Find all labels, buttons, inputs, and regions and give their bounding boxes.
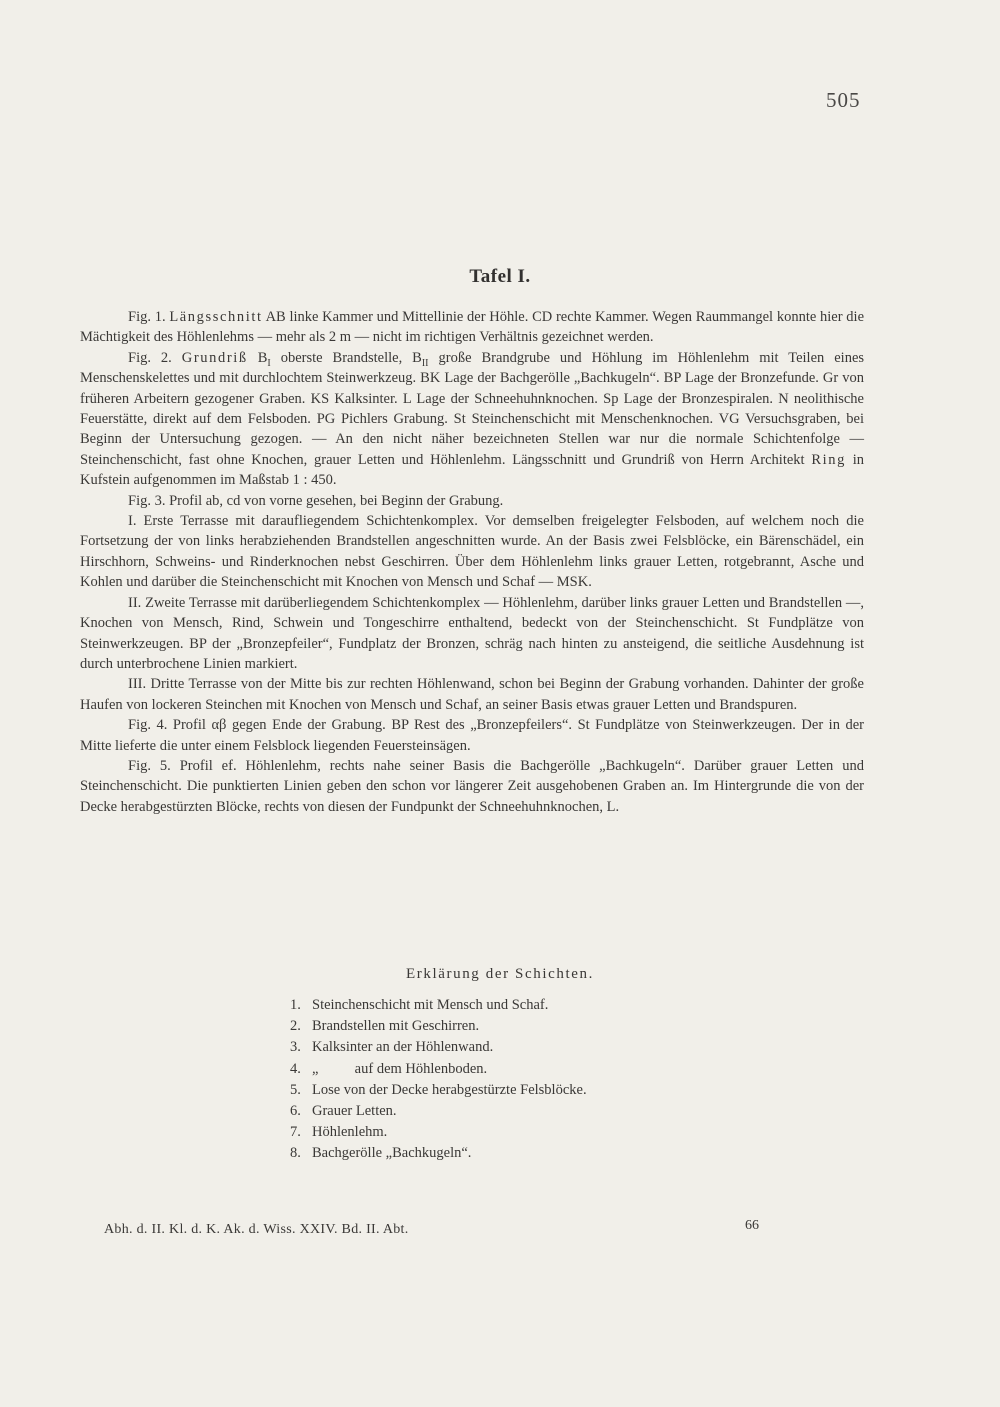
legend-text: Höhlenlehm. <box>312 1124 388 1141</box>
fig2-architect-name: Ring <box>811 451 846 468</box>
legend-text: Brandstellen mit Geschirren. <box>312 1018 480 1035</box>
fig2-spaced-term: Grundriß <box>181 349 248 366</box>
legend-text: Kalksinter an der Höhlenwand. <box>312 1039 494 1056</box>
fig1-label: Fig. 1. <box>128 309 166 325</box>
fig1-spaced-term: Längsschnitt <box>169 309 263 325</box>
terrace-3-paragraph: III. Dritte Terrasse von der Mitte bis zur rechten Höhlenwand, schon bei Beginn der Grabung vorhanden. Dahinter der große Haufen von lockeren Steinchen mit Knochen von Mensch und Schaf, an seiner Basis etwas grauer Letten und Brandspuren. <box>80 676 864 713</box>
terrace-1-paragraph: I. Erste Terrasse mit daraufliegendem Schichtenkomplex. Vor demselben freigelegter Felsboden, auf welchem noch die Fortsetzung der von links herabziehenden Brandstellen angeschnitten wurde. An der Basis zwei Felsblöcke, ein Bärenschädel, ein Hirschhorn, Schweins- und Rinderknochen nebst Geschirren. Über dem Höhlenlehm links grauer Letten, rotgebrannt, Asche und Kohlen und darüber die Steinchenschicht mit Knochen von Mensch und Schaf — MSK. <box>80 513 864 591</box>
legend-number: 4. <box>290 1060 301 1077</box>
fig2-text3: in Kufstein aufgenommen im Maßstab 1 : 450. <box>80 451 864 489</box>
legend-item <box>290 1101 587 1122</box>
fig2-b1: B <box>257 349 268 366</box>
plate-title: Tafel I. <box>469 266 531 287</box>
legend-item <box>290 1016 587 1037</box>
fig1-text: AB linke Kammer und Mittellinie der Höhle. CD rechte Kammer. Wegen Raummangel konnte hier die Mächtigkeit des Höhlenlehms — mehr als 2 m — nicht im richtigen Verhältnis gezeichnet werden. <box>80 309 865 346</box>
sheet-number: 66 <box>745 1218 759 1233</box>
legend-item <box>290 1059 587 1080</box>
fig1-paragraph <box>80 307 864 348</box>
legend-text: Steinchenschicht mit Mensch und Schaf. <box>312 997 549 1013</box>
page-number: 505 <box>826 88 861 112</box>
fig2-label: Fig. 2. <box>128 349 172 366</box>
legend-text: Grauer Letten. <box>312 1103 397 1120</box>
caption-body <box>80 307 864 817</box>
legend-text: „ auf dem Höhlenboden. <box>312 1060 488 1077</box>
legend-text: Bachgerölle „Bachkugeln“. <box>312 1145 472 1162</box>
fig4-paragraph: Fig. 4. Profil αβ gegen Ende der Grabung. BP Rest des „Bronzepfeilers“. St Fundplätze von Steinwerkzeugen. Der in der Mitte lieferte die unter einem Felsblock liegenden Feuersteinsägen. <box>80 717 864 754</box>
fig5-paragraph: Fig. 5. Profil ef. Höhlenlehm, rechts nahe seiner Basis die Bachgerölle „Bachkugeln“. Darüber grauer Letten und Steinchenschicht. Die punktierten Linien geben den schon vor längerer Zeit ausgehobenen Graben an. Im Hintergrunde die von der Decke herabgestürzten Blöcke, rechts von diesen der Fundpunkt der Schneehuhnknochen, L. <box>80 757 864 815</box>
fig2-sub1: I <box>267 357 271 369</box>
terrace-2-paragraph: II. Zweite Terrasse mit darüberliegendem Schichtenkomplex — Höhlenlehm, darüber links grauer Letten und Brandstellen —, Knochen von Mensch, Rind, Schwein und Tongeschirre enthaltend, bedeckt von der Steinchenschicht. St Fundplätze von Steinwerkzeugen. BP der „Bronzepfeiler“, Fundplatz der Bronzen, schräg nach hinten zu ansteigend, die seitliche Ausdehnung ist durch unterbrochene Linien markiert. <box>80 594 864 672</box>
legend-number: 6. <box>290 1103 301 1120</box>
legend-item <box>290 1143 587 1164</box>
journal-footer: Abh. d. II. Kl. d. K. Ak. d. Wiss. XXIV. Bd. II. Abt. <box>104 1222 409 1237</box>
legend-number: 3. <box>290 1039 301 1056</box>
legend-number: 8. <box>290 1145 301 1162</box>
legend-text: Lose von der Decke herabgestürzte Felsblöcke. <box>312 1081 587 1098</box>
fig2-b2: B <box>412 349 422 366</box>
legend-item <box>290 995 587 1016</box>
layer-legend <box>290 995 587 1165</box>
legend-number: 2. <box>290 1018 301 1035</box>
legend-number: 7. <box>290 1124 301 1141</box>
legend-number: 1. <box>290 997 301 1013</box>
fig2-text2: große Brandgrube und Höhlung im Höhlenlehm mit Teilen eines Menschenskelettes und mit durchlochtem Steinwerkzeug. BK Lage der Bachgerölle „Bachkugeln“. BP Lage der Bronzefunde. Gr von früheren Arbeitern gezogener Graben. KS Kalksinter. L Lage der Schneehuhnknochen. Sp Lage der Bronzespiralen. N neolithische Feuerstätte, direkt auf dem Felsboden. PG Pichlers Grabung. St Steinchenschicht mit Menschenknochen. VG Versuchsgraben, bei Beginn der Untersuchung gezogen. — An den nicht näher bezeichneten Stellen war nur die normale Schichtenfolge — Steinchenschicht, fast ohne Knochen, grauer Letten und Höhlenlehm. Längsschnitt und Grundriß von Herrn Architekt <box>80 349 865 468</box>
legend-item <box>290 1037 587 1058</box>
legend-title: Erklärung der Schichten. <box>406 966 594 982</box>
fig2-text1: oberste Brandstelle, <box>280 349 403 366</box>
fig3-paragraph: Fig. 3. Profil ab, cd von vorne gesehen, bei Beginn der Grabung. <box>128 492 504 509</box>
fig2-paragraph <box>80 348 864 491</box>
legend-item <box>290 1080 587 1101</box>
fig2-sub2: II <box>421 357 429 369</box>
legend-number: 5. <box>290 1081 301 1098</box>
legend-item <box>290 1122 587 1143</box>
